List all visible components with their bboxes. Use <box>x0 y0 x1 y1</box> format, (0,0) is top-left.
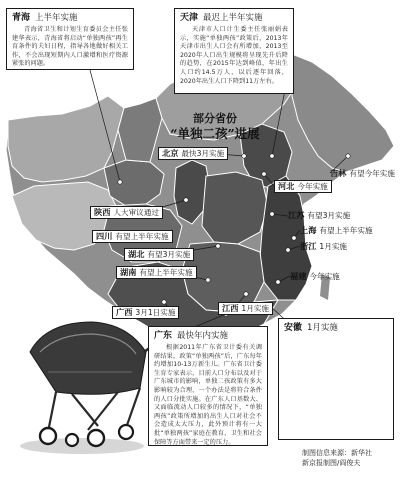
province-name-hubei: 湖北 <box>128 249 145 259</box>
credit-author: 新京报制图/阎俊夫 <box>302 459 361 467</box>
province-name-fujian: 福建 <box>290 271 307 281</box>
tag-jilin <box>330 168 395 179</box>
status-guangdong: 最快年内实施 <box>177 331 229 341</box>
status-sichuan: 有望上半年实施 <box>115 232 169 241</box>
status-guangxi: 3月1日实施 <box>135 308 176 317</box>
map-title-line2: “单独二孩”进展 <box>170 126 260 141</box>
province-name-guangxi: 广西 <box>116 307 133 317</box>
province-name-shaanxi: 陕西 <box>94 207 111 217</box>
callout-anhui <box>278 318 394 440</box>
status-fujian: 今年实施 <box>309 272 340 281</box>
status-beijing: 最快3月实施 <box>181 149 225 158</box>
map-title <box>155 112 275 142</box>
status-anhui: 1月实施 <box>307 323 338 333</box>
status-tianjin: 最迟上半年实施 <box>203 13 263 23</box>
detail-tianjin: 天津市人口计生委主任张丽娟表示，实施“单独两孩”政策后，2013年天津市出生人口会有所增加，2013至2020年人口出生规模将呈现先升后降的趋势，在2015年达到峰值，年出生人口约14.5万人，以后逐年回落，2020年出生人口下降到11万左右。 <box>180 26 288 85</box>
tag-zhejiang <box>300 241 347 252</box>
tag-fujian <box>290 271 340 282</box>
callout-guangdong <box>148 326 268 446</box>
province-name-hebei: 河北 <box>278 181 295 191</box>
tag-jiangsu <box>288 210 350 221</box>
tag-hunan <box>116 266 197 279</box>
province-name-tianjin: 天津 <box>180 13 199 23</box>
tag-guangxi <box>112 306 179 319</box>
map-title-line1: 部分省份 <box>193 112 237 125</box>
detail-guangdong: 根据2011年广东省卫计委有关调研结果，政策“单独两孩”后，广东每年约增加10-13万新生儿。广东省卫计委生育专家表示，目前人口分布以及对于广东城市的影响，单独二孩政策有多大影响较为合理，一个办法是将符合条件的人口分批实施。在广东人口基数大、又面临流动人口较多的情况下，“单独两孩”政策所增加的出生人口对社会不会造成太大压力，此外预计将有一大批“单独两孩”家庭在教育、卫生和社会保障等方面带来一定的压力。 <box>154 344 262 446</box>
status-jiangsu: 有望3月实施 <box>307 211 351 220</box>
detail-qinghai: 青海省卫生和计划生育委员会主任张建华表示，青海省将启动“单独两孩”再生育条件的夫妇日程，指导各地做好相关工作，不会出现短期内人口激增和医疗资源紧张的问题。 <box>12 26 128 68</box>
status-hubei: 有望3月实施 <box>147 250 191 259</box>
tag-beijing <box>158 147 228 160</box>
status-hunan: 有望上半年实施 <box>139 268 193 277</box>
tag-hebei <box>274 180 332 193</box>
status-shanghai: 有望上半年实施 <box>319 226 373 235</box>
province-name-qinghai: 青海 <box>12 13 31 23</box>
callout-tianjin <box>174 8 294 94</box>
region-hubei-henan <box>202 172 268 244</box>
tag-sichuan <box>92 230 173 243</box>
callout-qinghai <box>6 8 134 70</box>
province-name-guangdong: 广东 <box>154 331 173 341</box>
status-shaanxi: 人大审议通过 <box>113 208 159 217</box>
province-name-anhui: 安徽 <box>284 323 303 333</box>
province-name-jiangsu: 江苏 <box>288 210 305 220</box>
tag-jiangxi <box>218 302 273 315</box>
status-zhejiang: 1月实施 <box>319 242 348 251</box>
status-jiangxi: 1月实施 <box>241 304 270 313</box>
tag-shanghai <box>300 225 373 236</box>
province-name-jilin: 吉林 <box>330 168 347 178</box>
province-name-sichuan: 四川 <box>96 231 113 241</box>
province-name-shanghai: 上海 <box>300 225 317 235</box>
province-name-zhejiang: 浙江 <box>300 241 317 251</box>
status-hebei: 今年实施 <box>297 182 328 191</box>
status-qinghai: 上半年实施 <box>35 13 78 23</box>
province-name-jiangxi: 江西 <box>222 303 239 313</box>
province-name-hunan: 湖南 <box>120 267 137 277</box>
credit-source: 制图信息来源：新华社 <box>302 449 372 457</box>
credit-line <box>302 448 398 468</box>
tag-hubei <box>124 248 194 261</box>
status-jilin: 有望今年实施 <box>349 169 395 178</box>
province-name-beijing: 北京 <box>162 148 179 158</box>
tag-shaanxi <box>90 206 163 219</box>
